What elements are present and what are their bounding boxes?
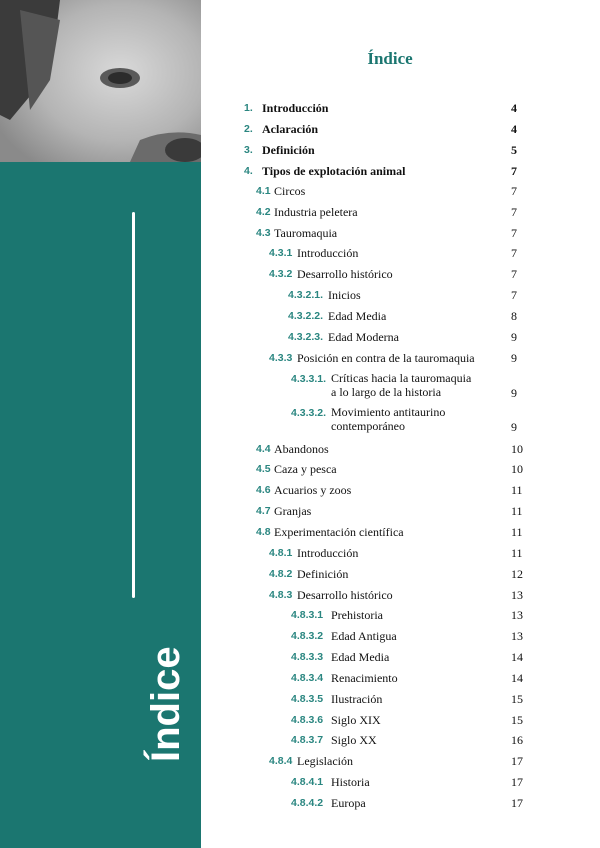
toc-entry-page: 15 bbox=[511, 713, 523, 727]
toc-entry-page: 12 bbox=[511, 567, 523, 581]
toc-entry-number: 4.8.3 bbox=[269, 589, 293, 601]
toc-entry[interactable] bbox=[0, 163, 600, 179]
toc-entry[interactable] bbox=[0, 266, 600, 282]
toc-entry-page: 9 bbox=[511, 420, 517, 434]
toc-entry-label: Introducción bbox=[297, 246, 359, 260]
toc-entry-page: 13 bbox=[511, 629, 523, 643]
toc-entry[interactable] bbox=[0, 566, 600, 582]
toc-entry-number: 4.2 bbox=[256, 206, 271, 218]
toc-entry-page: 7 bbox=[511, 246, 517, 260]
toc-entry-page: 8 bbox=[511, 309, 517, 323]
toc-entry-page: 14 bbox=[511, 650, 523, 664]
toc-entry-label: Granjas bbox=[274, 504, 312, 518]
toc-entry-number: 4.3.2.2. bbox=[288, 310, 324, 322]
toc-entry-number: 1. bbox=[244, 102, 253, 114]
toc-entry-page: 13 bbox=[511, 608, 523, 622]
toc-entry[interactable] bbox=[0, 628, 600, 644]
toc-entry-page: 11 bbox=[511, 483, 523, 497]
toc-entry[interactable] bbox=[0, 405, 600, 435]
toc-entry-number: 4.6 bbox=[256, 484, 271, 496]
toc-entry-label: Siglo XX bbox=[331, 733, 377, 747]
toc-entry-label: Prehistoria bbox=[331, 608, 383, 622]
toc-entry-label: Definición bbox=[262, 143, 315, 157]
toc-entry-label: Introducción bbox=[262, 101, 329, 115]
toc-entry-label-line1: Críticas hacia la tauromaquia bbox=[331, 371, 472, 385]
toc-entry[interactable] bbox=[0, 753, 600, 769]
toc-entry-number: 4.7 bbox=[256, 505, 271, 517]
toc-entry-number: 3. bbox=[244, 144, 253, 156]
toc-entry[interactable] bbox=[0, 287, 600, 303]
toc-entry-page: 7 bbox=[511, 164, 517, 178]
toc-entry-label bbox=[331, 371, 471, 399]
toc-entry[interactable] bbox=[0, 545, 600, 561]
toc-entry-label: Tauromaquia bbox=[274, 226, 338, 240]
toc-entry-number: 4.8.3.3 bbox=[291, 651, 324, 663]
toc-entry-label: Siglo XIX bbox=[331, 713, 381, 727]
toc-entry[interactable] bbox=[0, 350, 600, 366]
toc-entry[interactable] bbox=[0, 100, 600, 116]
toc-entry[interactable] bbox=[0, 524, 600, 540]
toc-entry-number: 4.8.3.2 bbox=[291, 630, 324, 642]
toc-entry-number: 4.8.3.6 bbox=[291, 714, 324, 726]
toc-entry-number: 4.3.2 bbox=[269, 268, 293, 280]
toc-entry-label: Edad Media bbox=[331, 650, 390, 664]
toc-entry[interactable] bbox=[0, 371, 600, 401]
toc-entry[interactable] bbox=[0, 732, 600, 748]
toc-entry-page: 5 bbox=[511, 143, 517, 157]
toc-entry-number: 4.1 bbox=[256, 185, 271, 197]
toc-entry-label-line1: Movimiento antitaurino bbox=[331, 405, 446, 419]
toc-entry-label: Definición bbox=[297, 567, 349, 581]
toc-entry-number: 4.8.2 bbox=[269, 568, 293, 580]
toc-entry-number: 4.3 bbox=[256, 227, 271, 239]
toc-entry-label: Acuarios y zoos bbox=[274, 483, 352, 497]
toc-entry-label: Desarrollo histórico bbox=[297, 588, 393, 602]
toc-entry-label: Edad Moderna bbox=[328, 330, 399, 344]
toc-entry-number: 4.3.3.2. bbox=[291, 407, 327, 419]
toc-entry-label-line2: a lo largo de la historia bbox=[331, 385, 442, 399]
toc-entry-label: Caza y pesca bbox=[274, 462, 337, 476]
toc-entry-number: 4.5 bbox=[256, 463, 271, 475]
toc-entry-label: Legislación bbox=[297, 754, 353, 768]
toc-entry-number: 4.8.4 bbox=[269, 755, 293, 767]
toc-entry-page: 17 bbox=[511, 754, 523, 768]
toc-entry[interactable] bbox=[0, 142, 600, 158]
toc-entry-number: 4.8.1 bbox=[269, 547, 293, 559]
toc-entry-label: Industria peletera bbox=[274, 205, 358, 219]
toc-entry-number: 4.4 bbox=[256, 443, 271, 455]
toc-entry-page: 7 bbox=[511, 226, 517, 240]
toc-entry-label bbox=[331, 405, 445, 433]
toc-entry-page: 14 bbox=[511, 671, 523, 685]
toc-entry-page: 4 bbox=[511, 122, 517, 136]
dog-photo bbox=[0, 0, 201, 162]
toc-entry-page: 9 bbox=[511, 330, 517, 344]
toc-entry-label: Experimentación científica bbox=[274, 525, 404, 539]
toc-entry-page: 10 bbox=[511, 462, 523, 476]
toc-entry-label: Edad Antigua bbox=[331, 629, 397, 643]
vertical-title: Índice bbox=[144, 646, 188, 762]
toc-entry-number: 4.8.3.4 bbox=[291, 672, 324, 684]
toc-entry-number: 4. bbox=[244, 165, 253, 177]
toc-entry-label: Posición en contra de la tauromaquia bbox=[297, 351, 475, 365]
toc-entry[interactable] bbox=[0, 183, 600, 199]
toc-entry[interactable] bbox=[0, 245, 600, 261]
toc-entry-page: 7 bbox=[511, 205, 517, 219]
toc-entry-number: 4.8 bbox=[256, 526, 271, 538]
toc-entry-label: Abandonos bbox=[274, 442, 329, 456]
toc-entry[interactable] bbox=[0, 482, 600, 498]
toc-entry[interactable] bbox=[0, 587, 600, 603]
toc-entry[interactable] bbox=[0, 607, 600, 623]
toc-entry-label: Introducción bbox=[297, 546, 359, 560]
toc-entry-label: Historia bbox=[331, 775, 370, 789]
toc-entry-label: Desarrollo histórico bbox=[297, 267, 393, 281]
toc-entry-page: 15 bbox=[511, 692, 523, 706]
toc-entry-number: 4.3.3.1. bbox=[291, 373, 327, 385]
toc-entry-number: 4.8.3.5 bbox=[291, 693, 324, 705]
toc-entry[interactable] bbox=[0, 329, 600, 345]
toc-entry-number: 4.8.4.2 bbox=[291, 797, 324, 809]
toc-entry[interactable] bbox=[0, 461, 600, 477]
toc-entry[interactable] bbox=[0, 774, 600, 790]
toc-entry-label: Renacimiento bbox=[331, 671, 398, 685]
toc-entry-number: 4.8.4.1 bbox=[291, 776, 324, 788]
toc-entry-page: 9 bbox=[511, 351, 517, 365]
toc-entry-page: 17 bbox=[511, 775, 523, 789]
toc-entry-page: 9 bbox=[511, 386, 517, 400]
toc-entry[interactable] bbox=[0, 795, 600, 811]
toc-entry-page: 4 bbox=[511, 101, 517, 115]
toc-entry-number: 4.8.3.1 bbox=[291, 609, 324, 621]
toc-entry-number: 4.3.2.1. bbox=[288, 289, 324, 301]
toc-entry-label-line2: contemporáneo bbox=[331, 419, 405, 433]
toc-entry[interactable] bbox=[0, 503, 600, 519]
toc-entry-number: 4.3.3 bbox=[269, 352, 293, 364]
toc-entry-page: 11 bbox=[511, 546, 523, 560]
toc-entry-page: 16 bbox=[511, 733, 523, 747]
toc-entry-number: 4.3.2.3. bbox=[288, 331, 324, 343]
toc-entry[interactable] bbox=[0, 225, 600, 241]
toc-entry-number: 4.8.3.7 bbox=[291, 734, 324, 746]
toc-entry-page: 7 bbox=[511, 267, 517, 281]
toc-entry-number: 4.3.1 bbox=[269, 247, 293, 259]
toc-entry-page: 17 bbox=[511, 796, 523, 810]
toc-entry[interactable] bbox=[0, 441, 600, 457]
toc-entry-number: 2. bbox=[244, 123, 253, 135]
toc-entry-page: 10 bbox=[511, 442, 523, 456]
toc-entry[interactable] bbox=[0, 691, 600, 707]
toc-entry-page: 7 bbox=[511, 288, 517, 302]
toc-entry-page: 7 bbox=[511, 184, 517, 198]
toc-entry-label: Edad Media bbox=[328, 309, 387, 323]
toc-entry[interactable] bbox=[0, 121, 600, 137]
toc-entry-label: Aclaración bbox=[262, 122, 318, 136]
toc-entry-page: 11 bbox=[511, 525, 523, 539]
toc-entry-page: 11 bbox=[511, 504, 523, 518]
toc-entry[interactable] bbox=[0, 712, 600, 728]
toc-entry-label: Circos bbox=[274, 184, 306, 198]
toc-entry-page: 13 bbox=[511, 588, 523, 602]
toc-entry[interactable] bbox=[0, 670, 600, 686]
toc-entry-label: Tipos de explotación animal bbox=[262, 164, 406, 178]
toc-entry-label: Ilustración bbox=[331, 692, 383, 706]
toc-entry-label: Europa bbox=[331, 796, 366, 810]
toc-entry[interactable] bbox=[0, 204, 600, 220]
toc-entry[interactable] bbox=[0, 308, 600, 324]
toc-entry[interactable] bbox=[0, 649, 600, 665]
page-title: Índice bbox=[367, 49, 413, 68]
toc-entry-label: Inicios bbox=[328, 288, 361, 302]
